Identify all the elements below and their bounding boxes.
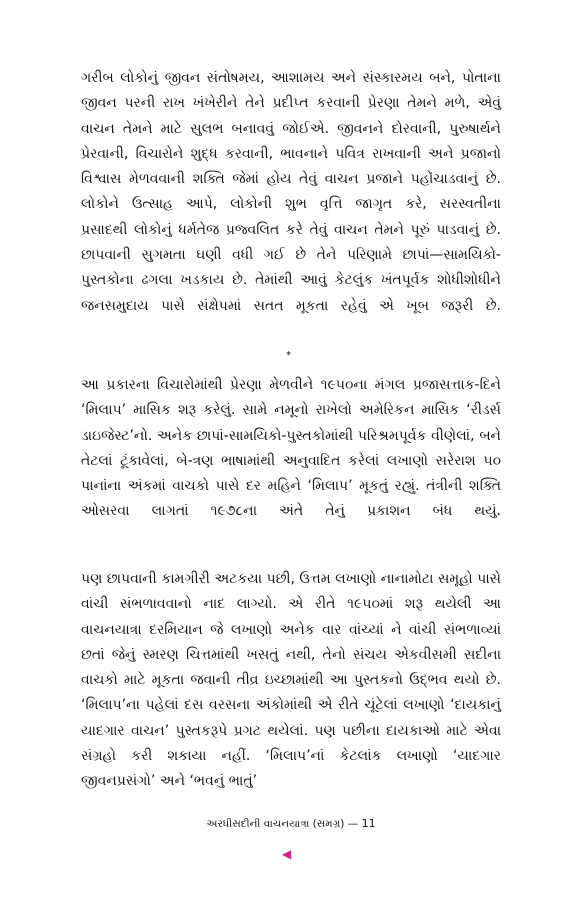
previous-page-arrow-icon[interactable]: ◀: [282, 847, 292, 861]
page-number: 11: [361, 817, 376, 830]
footer-dash: —: [347, 818, 359, 830]
page-footer: [0, 817, 582, 831]
paragraph-milap-history: આ પ્રકારના વિચારોમાંથી પ્રેરણા મેળવીને ૧૯૫૦ના મંગલ પ્રજાસત્તાક-દિને ‘મિલાપ’ માસિક શરૂ કરેલું. સામે નમૂનો રાખેલો અમેરિકન માસિક ‘રીડર્સ ડાઇજેસ્ટ’નો. અનેક છાપાં-સામયિકો-પુસ્તકોમાંથી પરિશ્રમપૂર્વક વીણેલાં, બને તેટલાં ટૂંકાવેલાં, બે-ત્રણ ભાષામાંથી અનુવાદિત કરેલાં લખાણો સરેરાશ ૫૦ પાનાંના અંકમાં વાચકો પાસે દર મહિને ‘મિલાપ’ મૂકતું રહ્યું. તંત્રીની શક્તિ ઓસરવા લાગતાં ૧૯૭૮ના અંતે તેનું પ્રકાશન બંધ થયું.: [81, 377, 501, 520]
section-separator: *: [286, 350, 291, 361]
paragraph-intro: ગરીબ લોકોનું જીવન સંતોષમય, આશામય અને સંસ્કારમય બને, પોતાના જીવન પરની રાખ ખંખેરીને તેને પ્રદીપ્ત કરવાની પ્રેરણા તેમને મળે, એવું વાચન તેમને માટે સુલભ બનાવવું જોઈએ. જીવનને દોરવાની, પુરુષાર્થને પ્રેરવાની, વિચારોને શુદ્ધ કરવાની, ભાવનાને પવિત્ર રાખવાની અને પ્રજાનો વિશ્વાસ મેળવવાની શક્તિ જેમાં હોય તેવું વાચન પ્રજાને પહોંચાડવાનું છે. લોકોને ઉત્સાહ આપે, લોકોની શુભ વૃત્તિ જાગૃત કરે, સરસ્વતીના પ્રસાદથી લોકોનું ધર્મતેજ પ્રજ્વલિત કરે તેવું વાચન તેમને પૂરું પાડવાનું છે. છાપવાની સુગમતા ઘણી વધી ગઈ છે તેને પરિણામે છાપાં—સામયિકો-પુસ્તકોના ઢગલા ખડકાય છે. તેમાંથી આવું કેટલુંક ખંતપૂર્વક શોધીશોધીને જનસમુદાય પાસે સંક્ષેપમાં સતત મૂકતા રહેવું એ ખૂબ જરૂરી છે.: [81, 70, 501, 314]
footer-book-title: અરધીસદીની વાચનયાત્રા (સમગ્ર): [206, 818, 345, 830]
paragraph-reading-journey: પણ છાપવાની કામગીરી અટકયા પછી, ઉત્તમ લખાણો નાનામોટા સમૂહો પાસે વાંચી સંભળાવવાનો નાદ લાગ્યો. એ રીતે ૧૯૫૦માં શરૂ થયેલી આ વાચનયાત્રા દરમિયાન જે લખાણો અનેક વાર વાંચ્યાં ને વાંચી સંભળાવ્યાં છતાં જેનું સ્મરણ ચિત્તમાંથી ખસતું નથી, તેનો સંચય એકવીસમી સદીના વાચકો માટે મૂકતા જવાની તીવ્ર ઇચ્છામાંથી આ પુસ્તકનો ઉદ્‌ભવ થયો છે. ‘મિલાપ’ના પહેલાં દસ વરસના અંકોમાંથી એ રીતે ચૂંટેલાં લખાણો ‘દાયકાનું યાદગાર વાચન’ પુસ્તકરૂપે પ્રગટ થયેલાં. પણ પછીના દાયકાઓ માટે એવા સંગ્રહો કરી શકાયા નહીં. ‘મિલાપ’નાં કેટલાંક લખાણો ‘યાદગાર જીવનપ્રસંગો’ અને ‘ભવનું ભાતું’: [81, 571, 501, 790]
